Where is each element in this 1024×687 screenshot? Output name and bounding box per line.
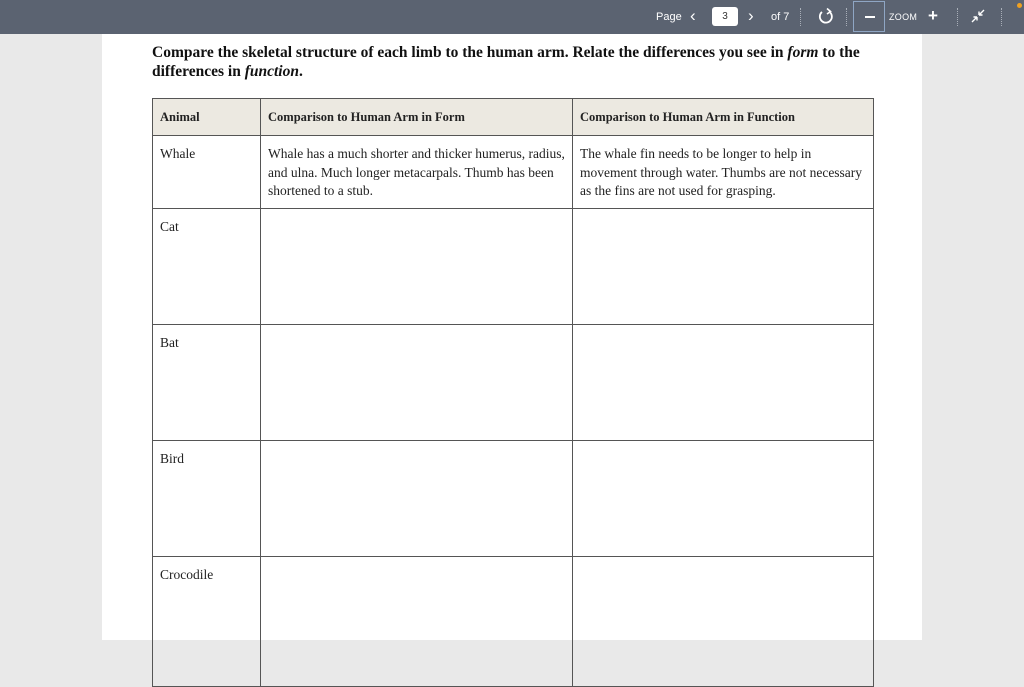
total-pages-label: of 7 (771, 11, 790, 23)
instruction-part: Compare the skeletal structure of each limb to the human arm. Relate the differences you see in (152, 44, 788, 61)
zoom-label: ZOOM (889, 12, 918, 22)
function-cell[interactable] (573, 441, 874, 557)
column-header-function: Comparison to Human Arm in Function (573, 99, 874, 136)
table-header-row (153, 99, 874, 136)
animal-cell: Bird (153, 441, 261, 557)
toolbar-divider (846, 8, 847, 26)
animal-cell: Whale (153, 136, 261, 209)
form-cell[interactable] (261, 209, 573, 325)
column-header-animal: Animal (153, 99, 261, 136)
collapse-arrows-icon[interactable] (970, 8, 986, 24)
instruction-emphasis-function: function (244, 63, 299, 80)
animal-cell: Crocodile (153, 557, 261, 687)
page-label: Page (656, 11, 682, 23)
plus-icon[interactable]: + (928, 6, 938, 25)
page-number-input[interactable] (712, 7, 738, 26)
form-cell[interactable] (261, 441, 573, 557)
table-row (153, 209, 874, 325)
instruction-part: . (298, 63, 303, 80)
rotate-icon[interactable] (817, 6, 835, 26)
function-cell[interactable]: The whale fin needs to be longer to help in movement through water. Thumbs are not necessary as the fins are not used for grasping. (573, 136, 874, 209)
form-cell[interactable] (261, 325, 573, 441)
toolbar-divider (1001, 8, 1002, 26)
comparison-table (152, 98, 874, 687)
zoom-out-button[interactable] (853, 1, 885, 32)
table-row (153, 557, 874, 687)
status-dot (1017, 3, 1022, 8)
form-cell[interactable]: Whale has a much shorter and thicker humerus, radius, and ulna. Much longer metacarpals. Thumb has been shortened to a stub. (261, 136, 573, 209)
function-cell[interactable] (573, 325, 874, 441)
toolbar-divider (957, 8, 958, 26)
pdf-toolbar (0, 0, 1024, 34)
toolbar-divider (800, 8, 801, 26)
chevron-left-icon[interactable]: ‹ (690, 6, 696, 25)
function-cell[interactable] (573, 209, 874, 325)
animal-cell: Cat (153, 209, 261, 325)
instruction-emphasis-form: form (787, 44, 819, 61)
column-header-form: Comparison to Human Arm in Form (261, 99, 573, 136)
instruction-part: to the differences in (152, 44, 860, 80)
document-page (102, 34, 922, 640)
instruction-text (152, 43, 872, 81)
table-row (153, 325, 874, 441)
table-row (153, 441, 874, 557)
table-row (153, 136, 874, 209)
minus-icon (865, 16, 875, 18)
form-cell[interactable] (261, 557, 573, 687)
animal-cell: Bat (153, 325, 261, 441)
chevron-right-icon[interactable]: › (748, 6, 754, 25)
function-cell[interactable] (573, 557, 874, 687)
